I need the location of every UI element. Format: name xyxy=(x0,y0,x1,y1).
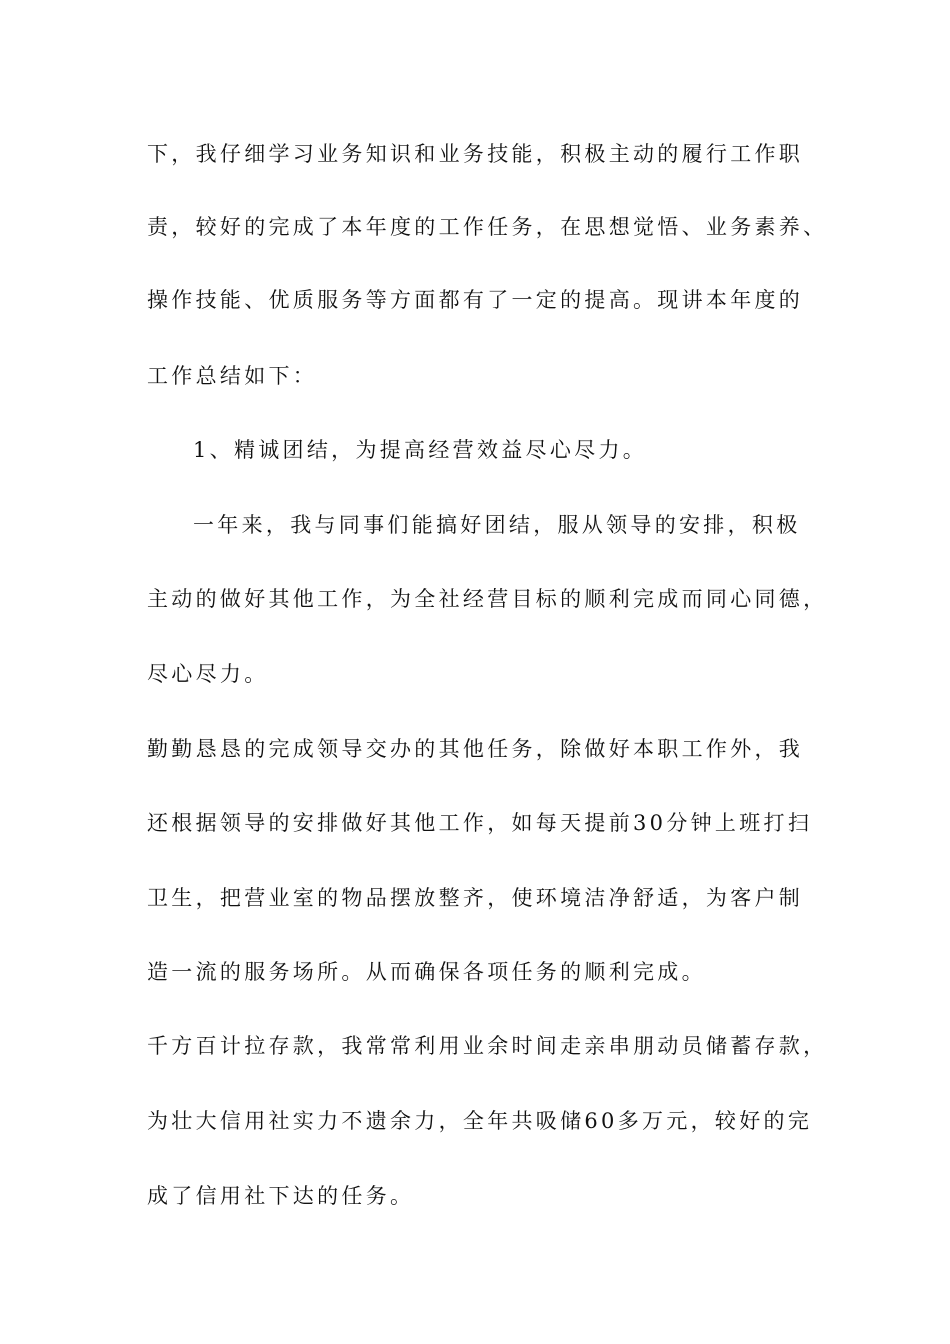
text-line: 尽心尽力。 xyxy=(147,662,269,686)
text-line: 造一流的服务场所。从而确保各项任务的顺利完成。 xyxy=(147,960,706,984)
text-line: 责，较好的完成了本年度的工作任务，在思想觉悟、业务素养、 xyxy=(147,215,828,239)
text-line: 一年来，我与同事们能搞好团结，服从领导的安排，积极 xyxy=(193,513,801,537)
text-line: 工作总结如下： xyxy=(147,364,318,388)
text-line: 为壮大信用社实力不遗余力，全年共吸储60多万元，较好的完 xyxy=(147,1109,813,1133)
text-line: 千方百计拉存款，我常常利用业余时间走亲串朋动员储蓄存款， xyxy=(147,1034,828,1058)
text-line: 主动的做好其他工作，为全社经营目标的顺利完成而同心同德， xyxy=(147,587,828,611)
text-line: 操作技能、优质服务等方面都有了一定的提高。现讲本年度的 xyxy=(147,288,804,312)
text-line: 勤勤恳恳的完成领导交办的其他任务，除做好本职工作外，我 xyxy=(147,737,804,761)
text-line: 还根据领导的安排做好其他工作，如每天提前30分钟上班打扫 xyxy=(147,811,813,835)
text-line: 下，我仔细学习业务知识和业务技能，积极主动的履行工作职 xyxy=(147,142,804,166)
section-heading: 1、精诚团结，为提高经营效益尽心尽力。 xyxy=(193,438,648,462)
text-line: 成了信用社下达的任务。 xyxy=(147,1184,415,1208)
text-line: 卫生，把营业室的物品摆放整齐，使环境洁净舒适，为客户制 xyxy=(147,886,804,910)
